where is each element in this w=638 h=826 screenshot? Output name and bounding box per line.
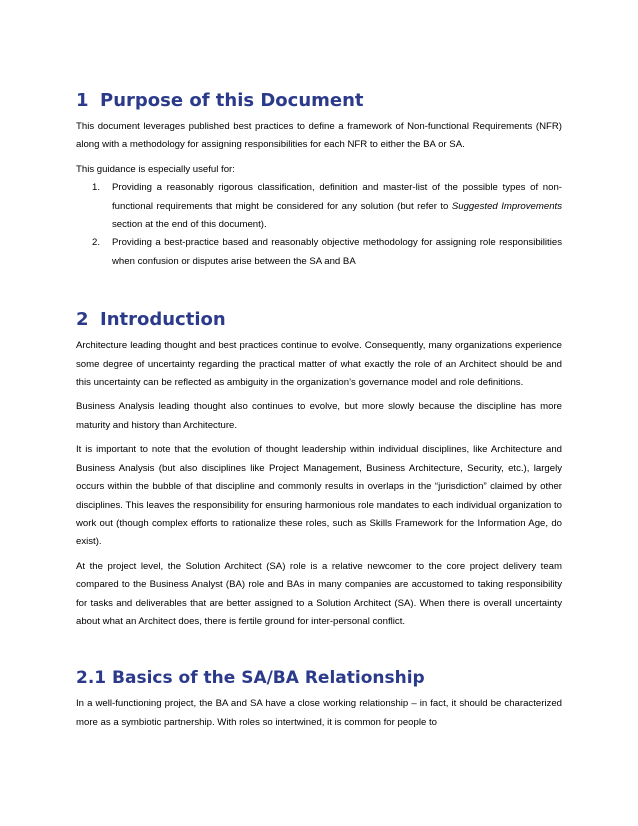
list-item-number: 2. — [92, 237, 101, 249]
section-heading-introduction — [76, 309, 562, 331]
purpose-paragraph-2: This guidance is especially useful for: — [76, 163, 235, 175]
list-item-number: 1. — [92, 182, 101, 194]
purpose-paragraph-1: This document leverages published best practices to define a framework of Non-functional Requirements (NFR) along with a methodology for assigning responsibilities for each NFR to either the BA or SA. — [76, 121, 562, 151]
purpose-list — [76, 179, 562, 271]
intro-paragraph-2: Business Analysis leading thought also continues to evolve, but more slowly because the discipline has more maturity and history than Architecture. — [76, 401, 562, 431]
section-heading-purpose — [76, 90, 562, 112]
intro-paragraph-4: At the project level, the Solution Architect (SA) role is a relative newcomer to the core project delivery team compared to the Business Analyst (BA) role and BAs in many companies are accustomed to taking responsibility for tasks and deliverables that are better assigned to a Solution Architect (SA). When there is overall uncertainty about what an Architect does, there is fertile ground for inter-personal conflict. — [76, 560, 562, 627]
section-number: 2 — [76, 309, 89, 331]
section-title: Introduction — [100, 309, 226, 331]
emphasis-text: Suggested Improvements — [451, 200, 562, 212]
section-number: 1 — [76, 90, 89, 111]
intro-paragraph-3: It is important to note that the evolution of thought leadership within individual disciplines, like Architecture and Business Analysis (but also disciplines like Project Management, Business Architecture, Security, etc.), largely occurs within the bubble of that discipline and commonly results in overlaps in the “jurisdiction” claimed by other disciplines. This leaves the responsibility for ensuring harmonious role mandates to each individual organization to work out (though complex efforts to rationalize these roles, such as Skills Framework for the Information Age, do exist). — [76, 444, 562, 548]
list-item: 2. Providing a best-practice based and reasonably objective methodology for assigning role responsibilities when confusion or disputes arise between the SA and BA — [76, 234, 562, 271]
intro-paragraph-1: Architecture leading thought and best practices continue to evolve. Consequently, many organizations experience some degree of uncertainty regarding the practical matter of what exactly the role of an Architect should be and this uncertainty can be reflected as ambiguity in the organization’s governance model and role definitions. — [76, 340, 562, 389]
basics-paragraph-1: In a well-functioning project, the BA and SA have a close working relationship – in fact, it should be characterized more as a symbiotic partnership. With roles so intertwined, it is common for people to — [76, 698, 562, 728]
list-item: 1. Providing a reasonably rigorous classification, definition and master-list of the possible types of non-functional requirements that might be considered for any solution (but refer to Suggested Improvements section at the end of this document). — [76, 179, 562, 234]
document-page — [76, 0, 562, 738]
section-title: Purpose of this Document — [100, 90, 364, 111]
section-heading-basics: 2.1 Basics of the SA/BA Relationship — [76, 668, 425, 689]
